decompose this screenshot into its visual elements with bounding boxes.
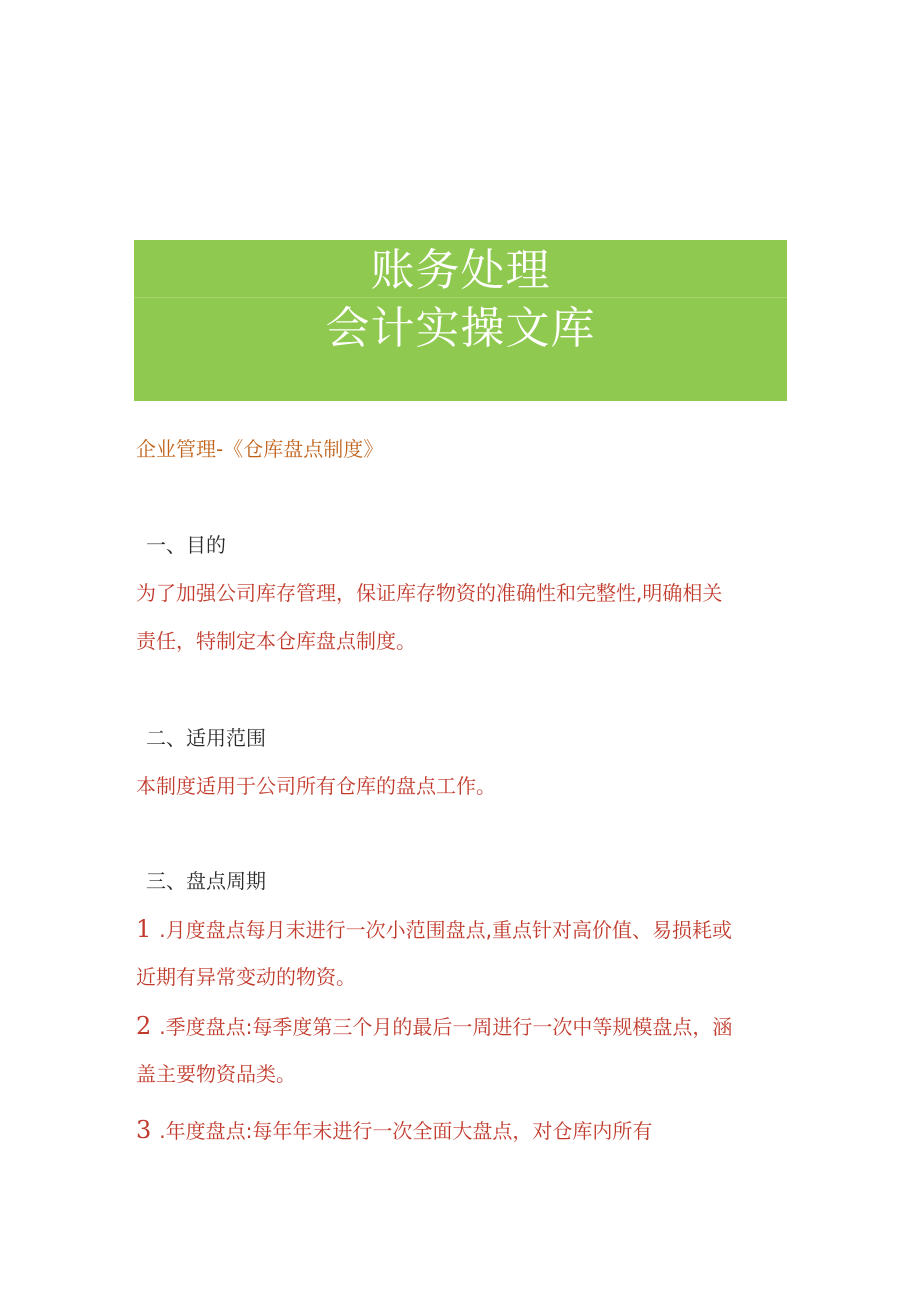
header-banner <box>134 240 787 401</box>
list-item-text: .季度盘点:每季度第三个月的最后一周进行一次中等规模盘点，涵 <box>159 1015 733 1039</box>
section-heading-cycle: 三、盘点周期 <box>146 869 266 893</box>
list-item-2-line-1 <box>136 1002 796 1051</box>
section-paragraph-line: 为了加强公司库存管理，保证库存物资的准确性和完整性,明确相关 <box>136 581 723 605</box>
list-item-2-line-2: 盖主要物资品类。 <box>136 1062 296 1086</box>
list-item-3-line-1 <box>136 1106 796 1155</box>
banner-title-line-1: 账务处理 <box>370 245 551 296</box>
section-heading-purpose: 一、目的 <box>146 533 226 557</box>
list-item-text: .月度盘点每月末进行一次小范围盘点,重点针对高价值、易损耗或 <box>159 918 732 942</box>
section-paragraph-line: 责任，特制定本仓库盘点制度。 <box>136 629 416 653</box>
list-item-1-line-2: 近期有异常变动的物资。 <box>136 965 356 989</box>
list-item-number: 3 <box>136 1116 152 1144</box>
section-heading-scope: 二、适用范围 <box>146 726 266 750</box>
list-item-1-line-1 <box>136 905 796 954</box>
list-item-number: 1 <box>136 915 152 943</box>
document-title: 企业管理-《仓库盘点制度》 <box>136 437 384 461</box>
section-paragraph-line: 本制度适用于公司所有仓库的盘点工作。 <box>136 774 496 798</box>
list-item-number: 2 <box>136 1012 152 1040</box>
banner-divider <box>134 297 787 298</box>
list-item-text: .年度盘点:每年年末进行一次全面大盘点，对仓库内所有 <box>159 1119 653 1143</box>
banner-title-line-2: 会计实操文库 <box>325 303 596 354</box>
